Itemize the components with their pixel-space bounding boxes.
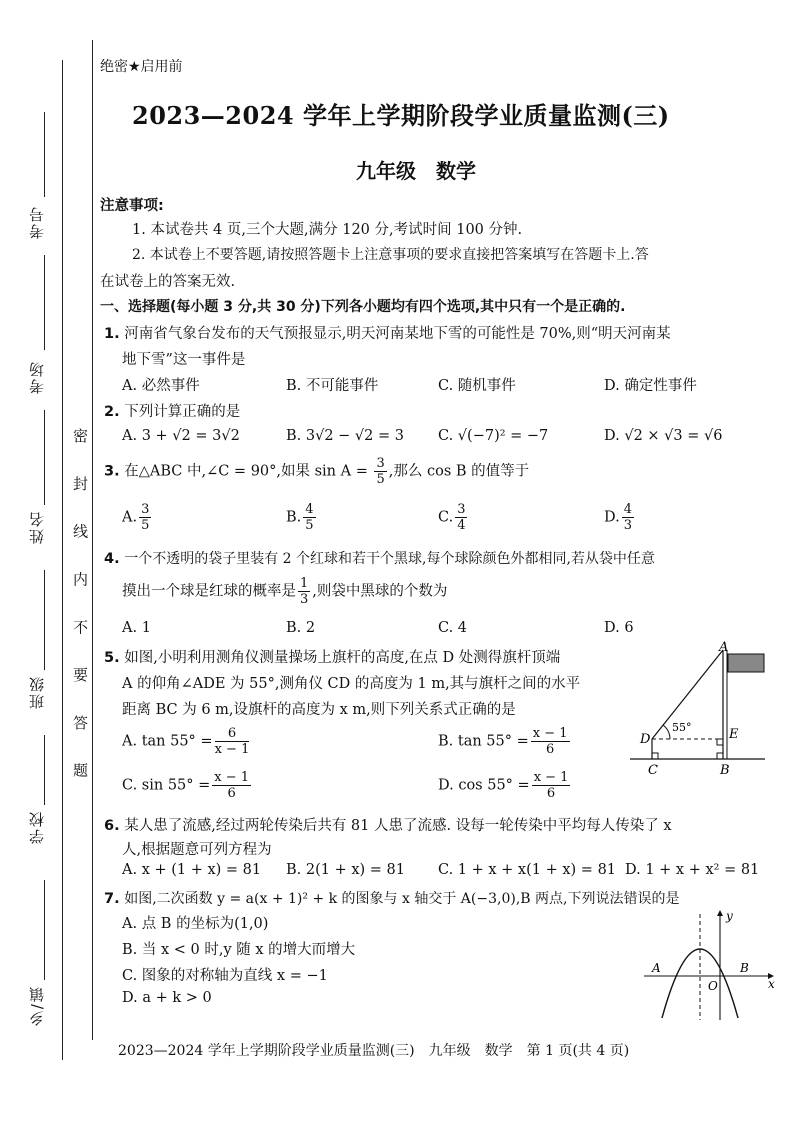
q7-option-d[interactable]: D. a + k > 0 bbox=[122, 990, 212, 1006]
exam-room-underline[interactable] bbox=[44, 255, 45, 350]
page-title: 2023—2024 学年上学期阶段学业质量监测(三) bbox=[132, 101, 670, 130]
q4-option-d[interactable]: D. 6 bbox=[604, 620, 634, 636]
label-x: x bbox=[768, 977, 775, 991]
seal-line-text: 密 封 线 内 不 要 答 题 bbox=[71, 428, 89, 792]
q7-option-b[interactable]: B. 当 x < 0 时,y 随 x 的增大而增大 bbox=[122, 942, 356, 958]
q3-option-d[interactable]: D. $\frac{4}{3}$ bbox=[604, 502, 632, 533]
q3-text-post: ,那么 cos B 的值等于 bbox=[388, 463, 530, 480]
q2-option-c[interactable]: C. √(−7)² = −7 bbox=[438, 428, 549, 444]
q1-option-d[interactable]: D. 确定性事件 bbox=[604, 378, 697, 394]
notice-item-2: 2. 本试卷上不要答题,请按照答题卡上注意事项的要求直接把答案填写在答题卡上.答 bbox=[132, 247, 649, 263]
class-label: 班级 bbox=[28, 675, 46, 709]
q4-option-b[interactable]: B. 2 bbox=[286, 620, 316, 636]
q6-stem bbox=[104, 814, 672, 835]
q1-number: 1. bbox=[104, 326, 120, 342]
q3-text-pre: 在△ABC 中,∠C = 90°,如果 sin A = bbox=[124, 463, 368, 480]
q5-line2: A 的仰角∠ADE 为 55°,测角仪 CD 的高度为 1 m,其与旗杆之间的水平 bbox=[122, 676, 581, 692]
q6-option-a[interactable]: A. x + (1 + x) = 81 bbox=[122, 862, 262, 878]
page-subtitle: 九年级 数学 bbox=[356, 159, 476, 183]
q5-line3: 距离 BC 为 6 m,设旗杆的高度为 x m,则下列关系式正确的是 bbox=[122, 702, 516, 718]
section1-heading: 一、选择题(每小题 3 分,共 30 分)下列各小题均有四个选项,其中只有一个是正确的. bbox=[100, 299, 626, 315]
confidential-mark: 绝密★启用前 bbox=[100, 59, 183, 75]
label-c: C bbox=[648, 763, 658, 778]
q6-number: 6. bbox=[104, 818, 120, 834]
q5-stem bbox=[104, 646, 560, 667]
q4-stem bbox=[104, 548, 655, 568]
q5-number: 5. bbox=[104, 650, 120, 666]
q1-line1: 河南省气象台发布的天气预报显示,明天河南某地下雪的可能性是 70%,则“明天河南某 bbox=[124, 326, 671, 342]
q3-stem bbox=[104, 456, 529, 487]
exam-no-underline[interactable] bbox=[44, 112, 45, 197]
q5-option-b[interactable]: B. tan 55° = $\frac{x - 1}{6}$ bbox=[438, 726, 568, 757]
q6-option-b[interactable]: B. 2(1 + x) = 81 bbox=[286, 862, 406, 878]
q4-line2: 摸出一个球是红球的概率是 $\frac{1}{3}$ ,则袋中黑球的个数为 bbox=[122, 576, 448, 607]
q5-option-c[interactable]: C. sin 55° = $\frac{x - 1}{6}$ bbox=[122, 770, 250, 801]
name-underline[interactable] bbox=[44, 410, 45, 505]
label-y: y bbox=[726, 909, 733, 923]
y-axis-arrow bbox=[717, 910, 723, 916]
q3-option-a[interactable]: A. $\frac{3}{5}$ bbox=[122, 502, 150, 533]
flag bbox=[728, 654, 764, 672]
q1-stem bbox=[104, 322, 671, 343]
q7-option-a[interactable]: A. 点 B 的坐标为(1,0) bbox=[122, 916, 269, 932]
q1-option-b[interactable]: B. 不可能事件 bbox=[286, 378, 379, 394]
label-o: O bbox=[708, 979, 718, 993]
right-angle-b bbox=[717, 753, 723, 759]
notice-item-2-cont: 在试卷上的答案无效. bbox=[100, 274, 236, 290]
town-underline[interactable] bbox=[44, 880, 45, 980]
q2-text: 下列计算正确的是 bbox=[124, 404, 241, 420]
binding-line-inner bbox=[92, 40, 93, 1040]
name-label: 姓名 bbox=[28, 510, 46, 544]
school-underline[interactable] bbox=[44, 735, 45, 805]
q5-line1: 如图,小明利用测角仪测量操场上旗杆的高度,在点 D 处测得旗杆顶端 bbox=[124, 650, 561, 666]
class-underline[interactable] bbox=[44, 570, 45, 670]
label-d: D bbox=[640, 732, 651, 747]
q6-option-d[interactable]: D. 1 + x + x² = 81 bbox=[625, 862, 760, 878]
label-a: A bbox=[652, 961, 661, 975]
q4-number: 4. bbox=[104, 551, 120, 567]
q1-line2: 地下雪”这一事件是 bbox=[122, 352, 246, 368]
label-angle: 55° bbox=[672, 721, 692, 734]
exam-room-label: 考场 bbox=[28, 360, 46, 394]
q1-option-a[interactable]: A. 必然事件 bbox=[122, 378, 200, 394]
q6-line2: 人,根据题意可列方程为 bbox=[122, 842, 272, 858]
q3-option-c[interactable]: C. $\frac{3}{4}$ bbox=[438, 502, 466, 533]
q7-stem bbox=[104, 888, 679, 908]
q2-stem bbox=[104, 400, 240, 421]
q2-option-b[interactable]: B. 3√2 − √2 = 3 bbox=[286, 428, 404, 444]
binding-line-outer bbox=[62, 60, 63, 1060]
q4-option-a[interactable]: A. 1 bbox=[122, 620, 151, 636]
q7-option-c[interactable]: C. 图象的对称轴为直线 x = −1 bbox=[122, 968, 328, 984]
q1-option-c[interactable]: C. 随机事件 bbox=[438, 378, 516, 394]
exam-no-label: 考号 bbox=[28, 205, 46, 239]
q2-option-d[interactable]: D. √2 × √3 = √6 bbox=[604, 428, 723, 444]
q2-number: 2. bbox=[104, 404, 120, 420]
q5-option-a[interactable]: A. tan 55° = $\frac{6}{x - 1}$ bbox=[122, 726, 250, 757]
page-footer: 2023—2024 学年上学期阶段学业质量监测(三) 九年级 数学 第 1 页(共 4 页) bbox=[118, 1043, 630, 1059]
label-b: B bbox=[740, 961, 749, 975]
q2-option-a[interactable]: A. 3 + √2 = 3√2 bbox=[122, 428, 240, 444]
q7-number: 7. bbox=[104, 891, 120, 907]
q6-line1: 某人患了流感,经过两轮传染后共有 81 人患了流感. 设每一轮传染中平均每人传染了 x bbox=[124, 818, 672, 834]
q3-number: 3. bbox=[104, 463, 120, 480]
angle-arc bbox=[663, 725, 670, 739]
right-angle-e bbox=[717, 739, 723, 745]
notice-heading: 注意事项: bbox=[100, 198, 164, 214]
q5-option-d[interactable]: D. cos 55° = $\frac{x - 1}{6}$ bbox=[438, 770, 569, 801]
label-b: B bbox=[720, 763, 730, 778]
q4-line1: 一个不透明的袋子里装有 2 个红球和若干个黑球,每个球除颜色外都相同,若从袋中任意 bbox=[124, 551, 655, 567]
q7-text: 如图,二次函数 y = a(x + 1)² + k 的图象与 x 轴交于 A(−3,0),B 两点,下列说法错误的是 bbox=[124, 891, 680, 907]
q5-flagpole-figure bbox=[625, 640, 775, 780]
q7-parabola-figure bbox=[640, 908, 780, 1026]
school-label: 学校 bbox=[28, 810, 46, 844]
label-a: A bbox=[719, 640, 729, 655]
right-angle-c bbox=[652, 753, 658, 759]
notice-item-1: 1. 本试卷共 4 页,三个大题,满分 120 分,考试时间 100 分钟. bbox=[132, 222, 523, 238]
town-label: 乡/镇 bbox=[28, 985, 46, 1027]
q4-option-c[interactable]: C. 4 bbox=[438, 620, 468, 636]
q3-fraction: $\frac{3}{5}$ bbox=[376, 456, 385, 487]
q3-option-b[interactable]: B. $\frac{4}{5}$ bbox=[286, 502, 314, 533]
q6-option-c[interactable]: C. 1 + x + x(1 + x) = 81 bbox=[438, 862, 617, 878]
label-e: E bbox=[729, 727, 739, 742]
